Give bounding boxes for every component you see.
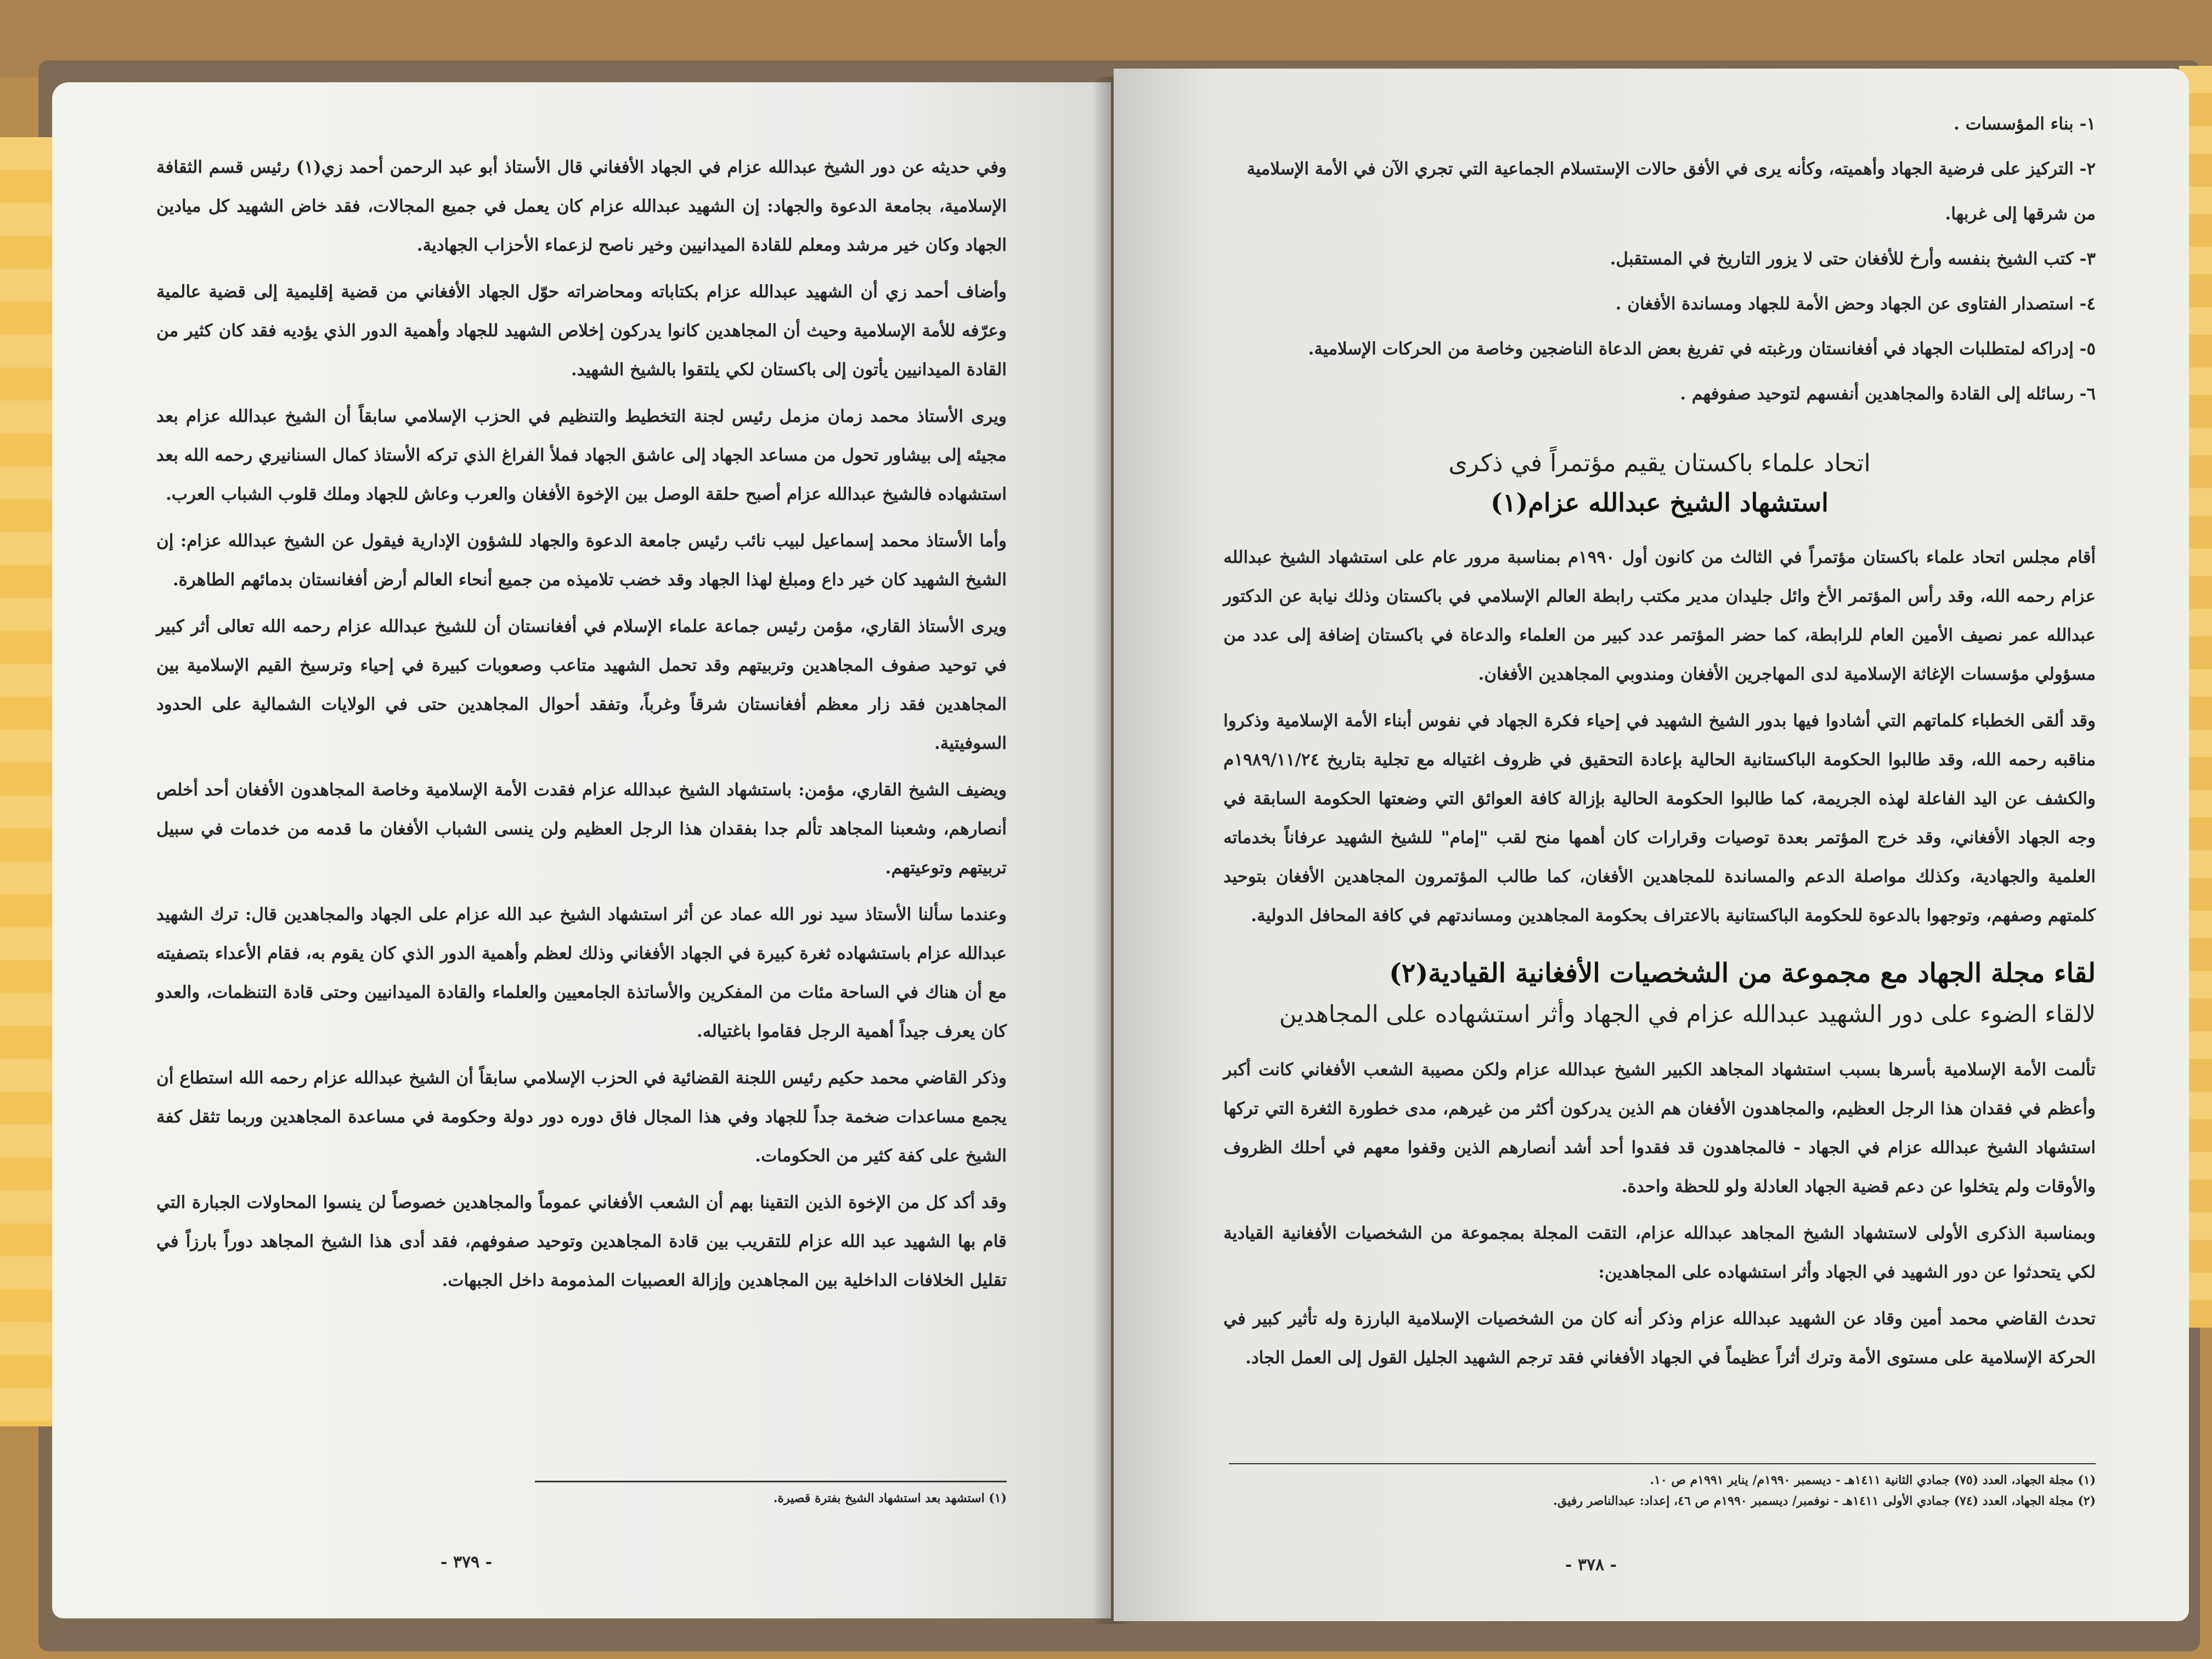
left-paragraph-9: وقد أكد كل من الإخوة الذين التقينا بهم أن الشعب الأفغاني عموماً والمجاهدين خصوصاً لن ينسوا المحاولات الجبارة التي قام بها الشهيد عبد الله عزام للتقريب بين قادة المجاهدين وتوحيد صفوفهم، فقد أدى هذا الشيخ المجاهد دوراً بارزاً في تقليل الخلافات الداخلية بين المجاهدين وإزالة العصبيات المذمومة داخل الجبهات. [156, 1193, 1007, 1290]
list-item: ٦- رسائله إلى القادة والمجاهدين أنفسهم لتوحيد صفوفهم . [1680, 384, 2096, 404]
section2-subheading: لالقاء الضوء على دور الشهيد عبدالله عزام في الجهاد وأثر استشهاده على المجاهدين [1279, 1001, 2096, 1028]
list-item: ١- بناء المؤسسات . [1954, 114, 2096, 134]
right-footnote-block [1229, 1430, 2096, 1511]
list-item: ٢- التركيز على فرضية الجهاد وأهميته، وكأنه يرى في الأفق حالات الإستسلام الجماعية التي تجري الآن في الأمة الإسلامية من شرقها إلى غربها. [1246, 159, 2096, 224]
section1-paragraph-2: وقد ألقى الخطباء كلماتهم التي أشادوا فيها بدور الشيخ الشهيد في إحياء فكرة الجهاد في نفوس أبناء الأمة الإسلامية وذكروا مناقبه رحمه الله، وقد طالبوا الحكومة الباكستانية الحالية بإعادة التحقيق في ظروف اغتياله مع تجلية بتاريخ ١٩٨٩/١١/٢٤م والكشف عن اليد الفاعلة لهذه الجريمة، كما طالبوا الحكومة الحالية بإزالة كافة العوائق التي وضعتها الحكومة السابقة في وجه الجهاد الأفغاني، وقد خرج المؤتمر بعدة توصيات وقرارات كان أهمها منح لقب "إمام" للشيخ الشهيد عرفاناً بخدماته العلمية والجهادية، وكذلك مواصلة الدعم والمساندة للمجاهدين الأفغان، كما طالب المؤتمرون المجاهدين الأفغان بتوحيد كلمتهم وصفهم، وتوجهوا بالدعوة للحكومة الباكستانية بالاعتراف بحكومة المجاهدين ومساندتهم في كافة المحافل الدولية. [1223, 711, 2096, 926]
list-item: ٤- استصدار الفتاوى عن الجهاد وحض الأمة للجهاد ومساندة الأفغان . [1615, 294, 2096, 314]
section2-paragraph-2: وبمناسبة الذكرى الأولى لاستشهاد الشيخ المجاهد عبدالله عزام، التقت المجلة بمجموعة من الشخصيات الأفغانية القيادية لكي يتحدثوا عن دور الشهيد في الجهاد وأثر استشهاده على المجاهدين: [1223, 1223, 2096, 1282]
section2-paragraph-1: تألمت الأمة الإسلامية بأسرها بسبب استشهاد المجاهد الكبير الشيخ عبدالله عزام ولكن مصيبة الشعب الأفغاني كانت أكبر وأعظم في فقدان هذا الرجل العظيم، والمجاهدون الأفغان هم الذين يدركون أكثر من غيرهم، مدى خطورة الثغرة التي تركها استشهاد الشيخ عبدالله عزام في الجهاد - فالمجاهدون قد فقدوا أحد أشد أنصارهم الذين وقفوا معهم في أحلك الظروف والأوقات ولم يتخلوا عن دعم قضية الجهاد العادلة ولو للحظة واحدة. [1223, 1060, 2096, 1197]
left-paragraph-3: ويرى الأستاذ محمد زمان مزمل رئيس لجنة التخطيط والتنظيم في الحزب الإسلامي سابقاً أن الشيخ عبدالله عزام بعد مجيئه إلى بيشاور تحول من مساعد الجهاد إلى عاشق الجهاد فملأ الفراغ الذي تركه الأستاذ كمال السنانيري رحمه الله بعد استشهاده فالشيخ عبدالله عزام أصبح حلقة الوصل بين الإخوة الأفغان والعرب وعاش للجهاد وملك قلوب الشباب العرب. [156, 407, 1007, 504]
list-item: ٥- إدراكه لمتطلبات الجهاد في أفغانستان ورغبته في تفريغ بعض الدعاة الناضجين وخاصة من الحركات الإسلامية. [1308, 339, 2096, 359]
right-footnote-2: (٢) مجلة الجهاد، العدد (٧٤) جمادي الأولى ١٤١١هـ - نوفمبر/ ديسمبر ١٩٩٠م ص ٤٦، إعداد: عبدالناصر رفيق. [1553, 1494, 2096, 1508]
right-page [1114, 69, 2189, 1621]
list-item: ٣- كتب الشيخ بنفسه وأرخ للأفغان حتى لا يزور التاريخ في المستقبل. [1610, 249, 2096, 269]
left-paragraph-8: وذكر القاضي محمد حكيم رئيس اللجنة القضائية في الحزب الإسلامي سابقاً أن الشيخ عبدالله عزام رحمه الله استطاع أن يجمع مساعدات ضخمة جداً للجهاد وفي هذا المجال فاق دوره دور دولة وحكومة في مساعدة المجاهدين وربما تثقل كفة الشيخ على كفة كثير من الحكومات. [156, 1068, 1007, 1166]
section1-heading-line2: استشهاد الشيخ عبدالله عزام(١) [1491, 488, 1829, 517]
left-paragraph-4: وأما الأستاذ محمد إسماعيل لبيب نائب رئيس جامعة الدعوة والجهاد للشؤون الإدارية فيقول عن الشيخ عبدالله عزام: إن الشيخ الشهيد كان خير داع ومبلغ لهذا الجهاد وقد خضب تلاميذه من جميع أنحاء العالم أرض أفغانستان بدمائهم الطاهرة. [156, 531, 1007, 590]
page-number-left: - ٣٧٩ - [440, 1553, 493, 1572]
left-footnote-block [458, 1448, 1007, 1509]
section2-heading: لقاء مجلة الجهاد مع مجموعة من الشخصيات الأفغانية القيادية(٢) [1389, 958, 2096, 989]
left-footnote-1: (١) استشهد بعد استشهاد الشيخ بفترة قصيرة. [773, 1491, 1007, 1505]
footnote-divider [1229, 1463, 2096, 1464]
numbered-list [1223, 101, 2096, 416]
section1-heading-line1: اتحاد علماء باكستان يقيم مؤتمراً في ذكرى [1448, 449, 1871, 477]
left-paragraph-2: وأضاف أحمد زي أن الشهيد عبدالله عزام بكتاباته ومحاضراته حوّل الجهاد الأفغاني من قضية إقليمية إلى قضية عالمية وعرّفه للأمة الإسلامية وحيث أن المجاهدين كانوا يدركون إخلاص الشهيد للجهاد وأهمية الدور الذي يؤديه فقد كان كثير من القادة الميدانيين يأتون إلى باكستان لكي يلتقوا بالشيخ الشهيد. [156, 282, 1007, 380]
section2-paragraph-3: تحدث القاضي محمد أمين وقاد عن الشهيد عبدالله عزام وذكر أنه كان من الشخصيات الإسلامية البارزة وله تأثير كبير في الحركة الإسلامية على مستوى الأمة وترك أثراً عظيماً في الجهاد الأفغاني فقد ترجم الشهيد الجليل القول إلى العمل الجاد. [1223, 1309, 2096, 1368]
right-footnote-1: (١) مجلة الجهاد، العدد (٧٥) جمادي الثانية ١٤١١هـ - ديسمبر ١٩٩٠م/ يناير ١٩٩١م ص ١٠. [1650, 1473, 2096, 1487]
left-paragraph-6: ويضيف الشيخ القاري، مؤمن: باستشهاد الشيخ عبدالله عزام فقدت الأمة الإسلامية وخاصة المجاهدون الأفغان أحد أخلص أنصارهم، وشعبنا المجاهد تألم جدا بفقدان هذا الرجل العظيم ولن ينسى الشباب الأفغان ما قدمه من خدمات في سبيل تربيتهم وتوعيتهم. [156, 780, 1007, 878]
left-paragraph-1: وفي حديثه عن دور الشيخ عبدالله عزام في الجهاد الأفغاني قال الأستاذ أبو عبد الرحمن أحمد زي(١) رئيس قسم الثقافة الإسلامية، بجامعة الدعوة والجهاد: إن الشهيد عبدالله عزام كان يعمل في جميع المجالات، فقد خاض الشهيد كل ميادين الجهاد وكان خير مرشد ومعلم للقادة الميدانيين وخير ناصح لزعماء الأحزاب الجهادية. [156, 157, 1007, 255]
footnote-divider [535, 1481, 1007, 1482]
left-page [52, 82, 1111, 1618]
left-paragraph-5: ويرى الأستاذ القاري، مؤمن رئيس جماعة علماء الإسلام في أفغانستان أن للشيخ عبدالله عزام رحمه الله تعالى أثر كبير في توحيد صفوف المجاهدين وتربيتهم وقد تحمل الشهيد متاعب وصعوبات كبيرة في إحياء وترسيخ القيم الإسلامية بين المجاهدين فقد زار معظم أفغانستان شرقاً وغرباً، وتفقد أحوال المجاهدين حتى في الولايات الشمالية على الحدود السوفيتية. [156, 617, 1007, 753]
page-number-right: - ٣٧٨ - [1565, 1555, 1617, 1575]
section1-paragraph-1: أقام مجلس اتحاد علماء باكستان مؤتمراً في الثالث من كانون أول ١٩٩٠م بمناسبة مرور عام على استشهاد الشيخ عبدالله عزام رحمه الله، وقد رأس المؤتمر الأخ وائل جليدان مدير مكتب رابطة العالم الإسلامي في باكستان وذلك نيابة عن الدكتور عبدالله عمر نصيف الأمين العام للرابطة، كما حضر المؤتمر عدد كبير من العلماء والدعاة في باكستان إضافة إلى عدد من مسؤولي مؤسسات الإغاثة الإسلامية لدى المهاجرين الأفغان ومندوبي المجاهدين الأفغان. [1223, 548, 2096, 684]
left-paragraph-7: وعندما سألنا الأستاذ سيد نور الله عماد عن أثر استشهاد الشيخ عبد الله عزام على الجهاد والمجاهدين قال: ترك الشهيد عبدالله عزام باستشهاده ثغرة كبيرة في الجهاد الأفغاني وذلك لعظم وأهمية الدور الذي كان يقوم به، فقام الأعداء بتصفيته مع أن هناك في الساحة مئات من المفكرين والأساتذة الجامعيين والعلماء والقادة الميدانيين وحتى قادة التنظمات، والعدو كان يعرف جيداً أهمية الرجل فقاموا باغتياله. [156, 905, 1007, 1041]
